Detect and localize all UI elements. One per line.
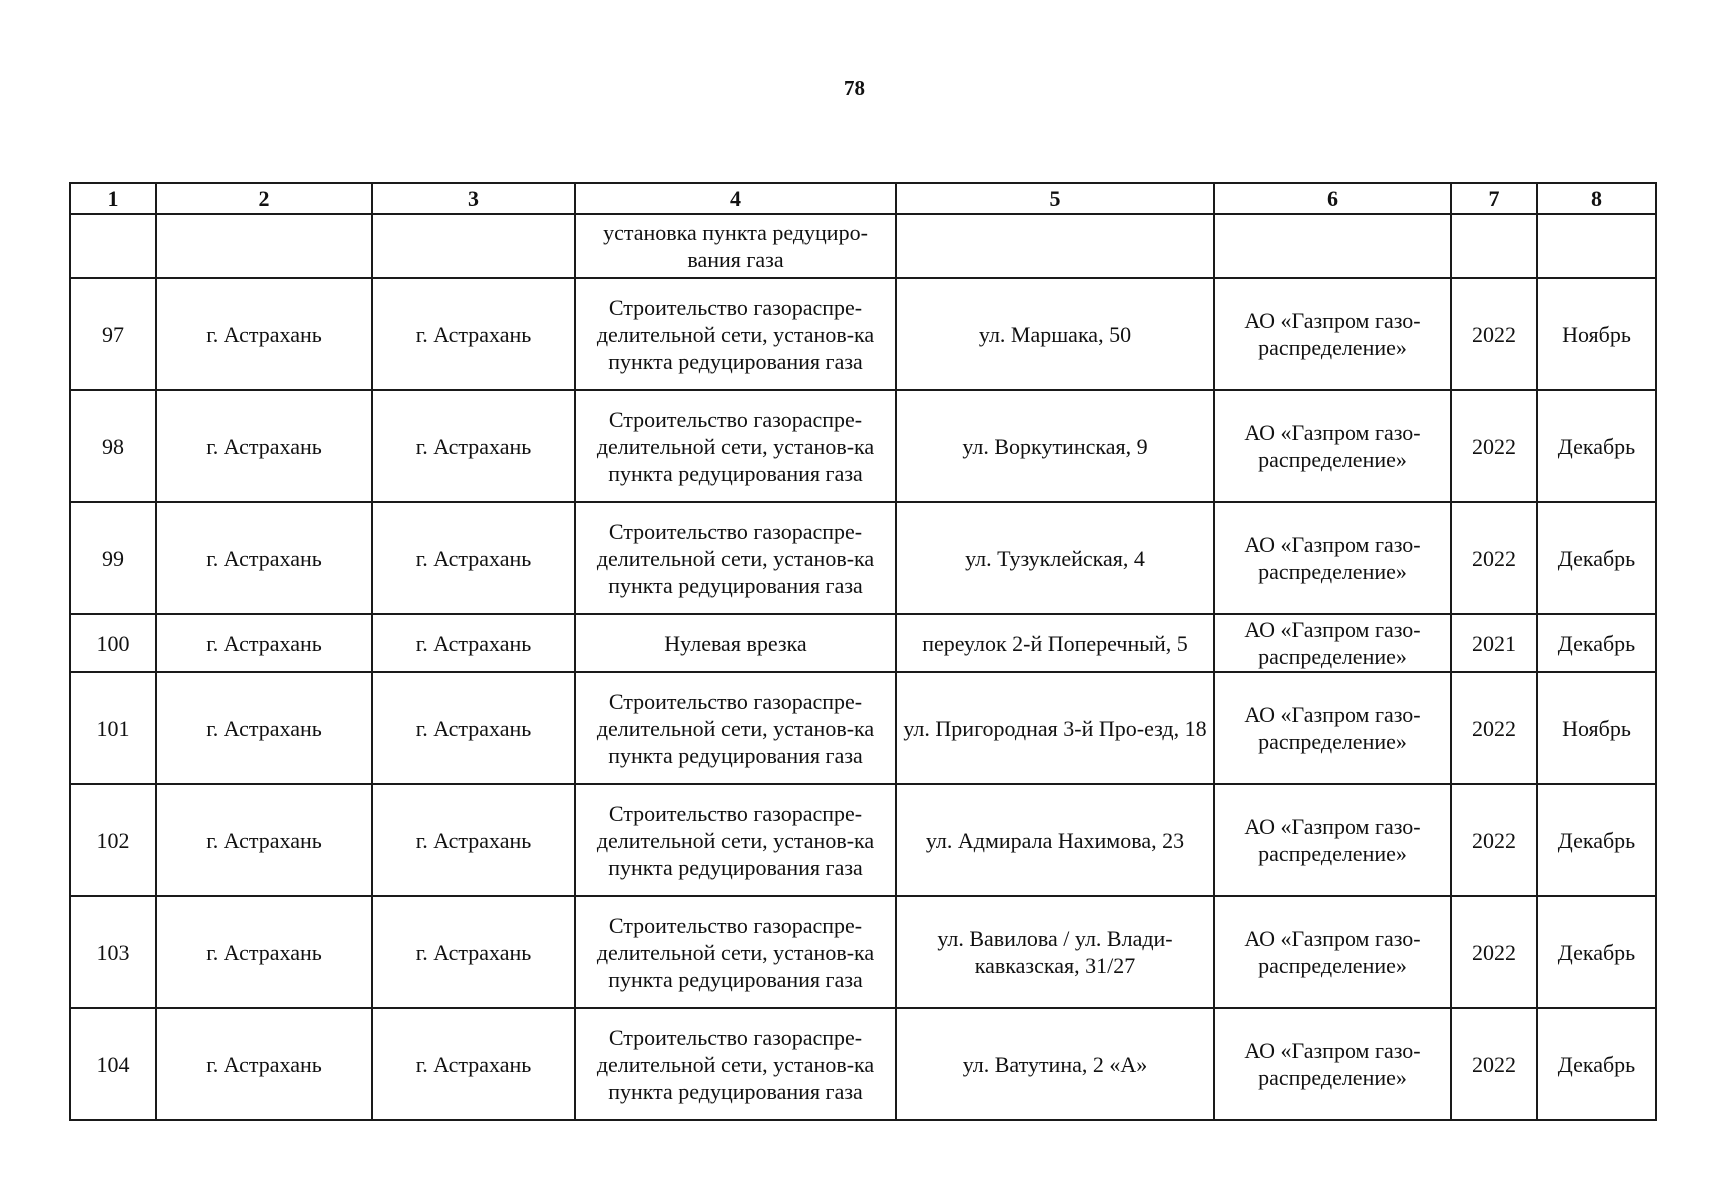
table-row — [70, 502, 1656, 614]
cell-district: г. Астрахань — [156, 278, 372, 390]
cell-num: 104 — [70, 1008, 156, 1120]
cell-district: г. Астрахань — [156, 896, 372, 1008]
column-header: 5 — [896, 183, 1214, 214]
cell-month: Декабрь — [1537, 614, 1656, 672]
cell-org: АО «Газпром газо-распределение» — [1214, 672, 1451, 784]
cell-address: ул. Адмирала Нахимова, 23 — [896, 784, 1214, 896]
cell-year: 2022 — [1451, 390, 1537, 502]
cell-month: Ноябрь — [1537, 672, 1656, 784]
column-header: 1 — [70, 183, 156, 214]
cell-org: АО «Газпром газо-распределение» — [1214, 784, 1451, 896]
cell-settlement: г. Астрахань — [372, 278, 575, 390]
cell-settlement: г. Астрахань — [372, 672, 575, 784]
cell-month: Декабрь — [1537, 1008, 1656, 1120]
cell-year: 2022 — [1451, 278, 1537, 390]
cell-year: 2022 — [1451, 502, 1537, 614]
page-number: 78 — [844, 76, 865, 100]
cell-district: г. Астрахань — [156, 1008, 372, 1120]
cell-num: 101 — [70, 672, 156, 784]
cell-num — [70, 214, 156, 278]
column-header: 8 — [1537, 183, 1656, 214]
continued-row — [70, 214, 1656, 278]
cell-month: Декабрь — [1537, 784, 1656, 896]
cell-org: АО «Газпром газо-распределение» — [1214, 278, 1451, 390]
cell-year: 2022 — [1451, 1008, 1537, 1120]
table-row — [70, 278, 1656, 390]
gas-works-table — [69, 182, 1657, 1121]
cell-address: ул. Ватутина, 2 «А» — [896, 1008, 1214, 1120]
cell-month — [1537, 214, 1656, 278]
column-header: 3 — [372, 183, 575, 214]
table-row — [70, 896, 1656, 1008]
cell-work: Строительство газораспре-делительной сети, установ-ка пункта редуцирования газа — [575, 278, 896, 390]
cell-org — [1214, 214, 1451, 278]
column-header: 6 — [1214, 183, 1451, 214]
cell-settlement: г. Астрахань — [372, 784, 575, 896]
cell-org: АО «Газпром газо-распределение» — [1214, 502, 1451, 614]
cell-work: Строительство газораспре-делительной сети, установ-ка пункта редуцирования газа — [575, 784, 896, 896]
cell-org: АО «Газпром газо-распределение» — [1214, 1008, 1451, 1120]
cell-district: г. Астрахань — [156, 390, 372, 502]
cell-work: Строительство газораспре-делительной сети, установ-ка пункта редуцирования газа — [575, 1008, 896, 1120]
cell-month: Декабрь — [1537, 502, 1656, 614]
column-header: 4 — [575, 183, 896, 214]
cell-settlement: г. Астрахань — [372, 390, 575, 502]
cell-num: 98 — [70, 390, 156, 502]
table-row — [70, 614, 1656, 672]
cell-address: ул. Пригородная 3-й Про-езд, 18 — [896, 672, 1214, 784]
cell-num: 100 — [70, 614, 156, 672]
cell-address: ул. Воркутинская, 9 — [896, 390, 1214, 502]
cell-month: Декабрь — [1537, 896, 1656, 1008]
cell-district — [156, 214, 372, 278]
cell-month: Ноябрь — [1537, 278, 1656, 390]
cell-year: 2021 — [1451, 614, 1537, 672]
cell-work: Нулевая врезка — [575, 614, 896, 672]
table-row — [70, 784, 1656, 896]
cell-year: 2022 — [1451, 896, 1537, 1008]
cell-settlement — [372, 214, 575, 278]
cell-num: 102 — [70, 784, 156, 896]
table-row — [70, 390, 1656, 502]
cell-settlement: г. Астрахань — [372, 502, 575, 614]
cell-month: Декабрь — [1537, 390, 1656, 502]
cell-settlement: г. Астрахань — [372, 614, 575, 672]
cell-num: 97 — [70, 278, 156, 390]
column-header: 7 — [1451, 183, 1537, 214]
cell-year — [1451, 214, 1537, 278]
table-row — [70, 1008, 1656, 1120]
cell-district: г. Астрахань — [156, 672, 372, 784]
cell-work: установка пункта редуциро-вания газа — [575, 214, 896, 278]
cell-work: Строительство газораспре-делительной сети, установ-ка пункта редуцирования газа — [575, 672, 896, 784]
cell-address: переулок 2-й Поперечный, 5 — [896, 614, 1214, 672]
cell-org: АО «Газпром газо-распределение» — [1214, 390, 1451, 502]
cell-district: г. Астрахань — [156, 614, 372, 672]
cell-org: АО «Газпром газо-распределение» — [1214, 614, 1451, 672]
column-header: 2 — [156, 183, 372, 214]
cell-district: г. Астрахань — [156, 502, 372, 614]
cell-year: 2022 — [1451, 672, 1537, 784]
cell-year: 2022 — [1451, 784, 1537, 896]
cell-address: ул. Тузуклейская, 4 — [896, 502, 1214, 614]
cell-address: ул. Вавилова / ул. Влади-кавказская, 31/27 — [896, 896, 1214, 1008]
cell-address: ул. Маршака, 50 — [896, 278, 1214, 390]
cell-org: АО «Газпром газо-распределение» — [1214, 896, 1451, 1008]
cell-num: 103 — [70, 896, 156, 1008]
cell-work: Строительство газораспре-делительной сети, установ-ка пункта редуцирования газа — [575, 896, 896, 1008]
cell-work: Строительство газораспре-делительной сети, установ-ка пункта редуцирования газа — [575, 502, 896, 614]
cell-address — [896, 214, 1214, 278]
cell-district: г. Астрахань — [156, 784, 372, 896]
header-row — [70, 183, 1656, 214]
table-row — [70, 672, 1656, 784]
cell-num: 99 — [70, 502, 156, 614]
cell-settlement: г. Астрахань — [372, 1008, 575, 1120]
cell-work: Строительство газораспре-делительной сети, установ-ка пункта редуцирования газа — [575, 390, 896, 502]
cell-settlement: г. Астрахань — [372, 896, 575, 1008]
